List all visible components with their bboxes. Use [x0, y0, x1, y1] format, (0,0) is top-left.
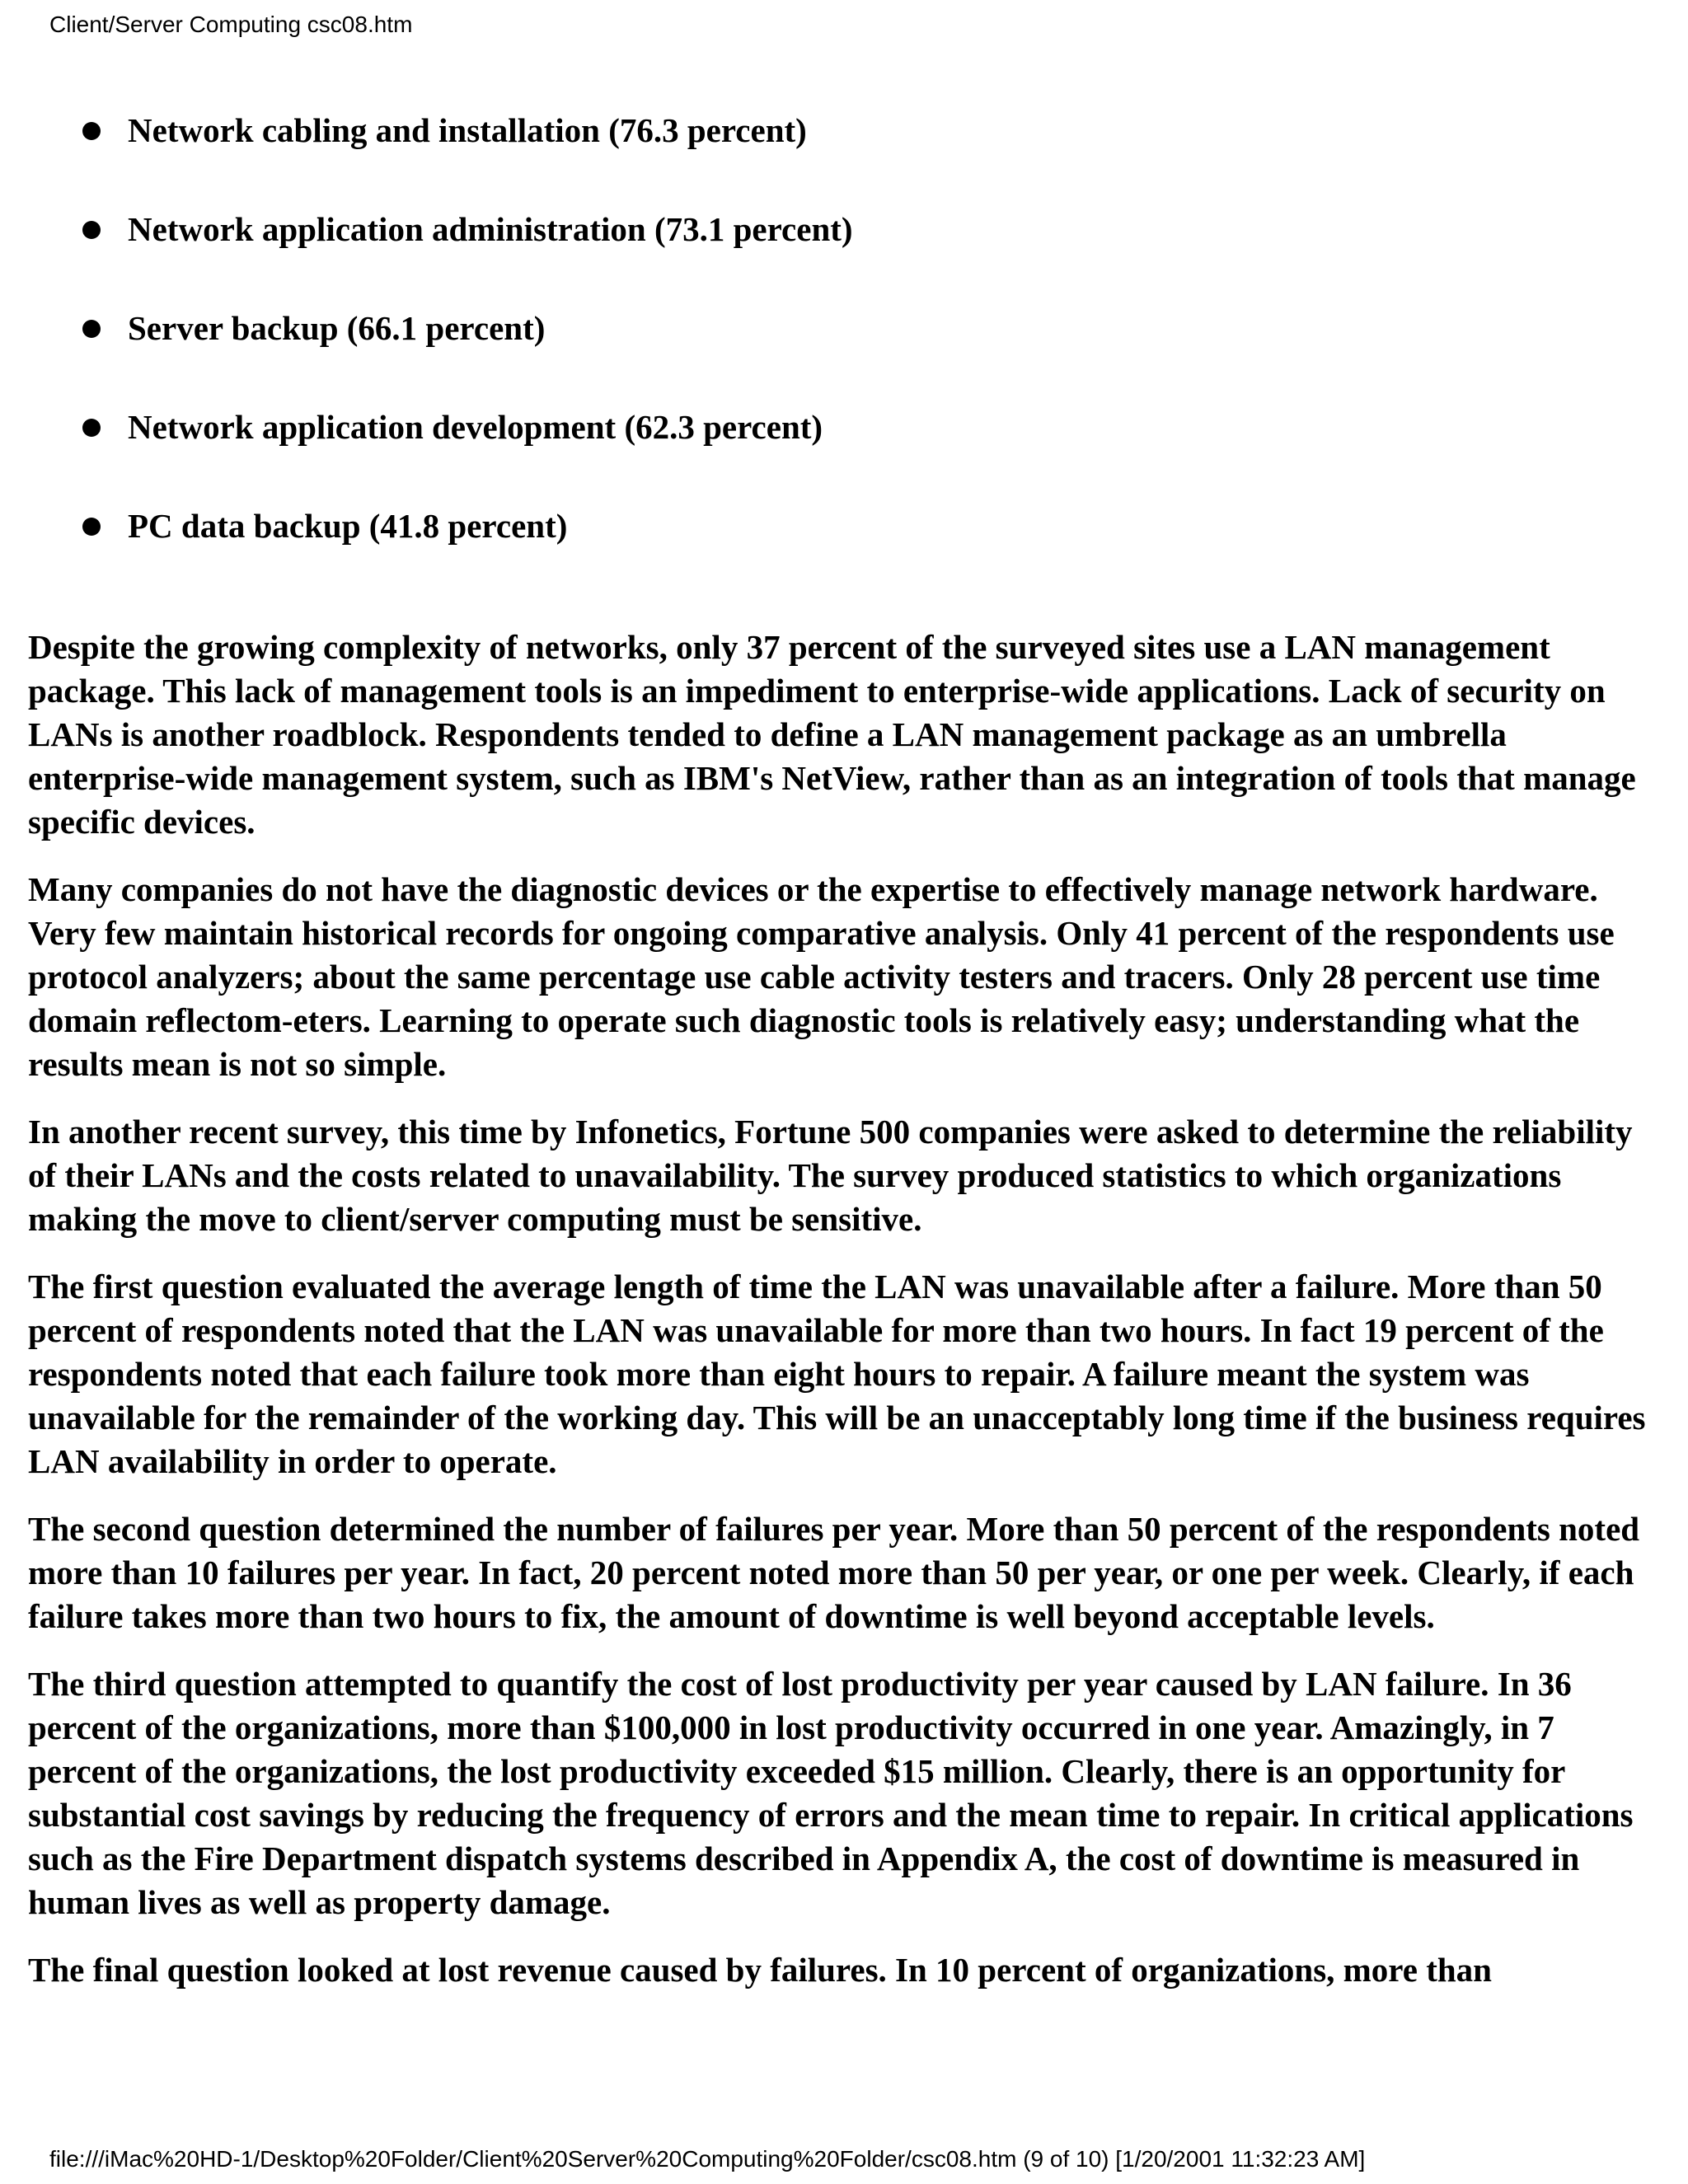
list-item: [82, 405, 853, 448]
bullet-icon: [82, 122, 101, 140]
paragraph-lan-management: Despite the growing complexity of networks, only 37 percent of the surveyed sites use a LAN management package. This lack of management tools is an impediment to enterprise-wide applications. Lack of security on LANs is another roadblock. Respondents tended to define a LAN management package as an umbrella enterprise-wide management system, such as IBM's NetView, rather than as an integration of tools that manage specific devices.: [28, 628, 1636, 841]
list-item-text: Network cabling and installation (76.3 percent): [128, 111, 807, 149]
paragraph-diagnostic-devices: Many companies do not have the diagnostic devices or the expertise to effectively manage network hardware. Very few maintain historical records for ongoing comparative analysis. Only 41 percent of the respondents use protocol analyzers; about the same percentage use cable activity testers and tracers. Only 28 percent use time domain reflectom-eters. Learning to operate such diagnostic tools is relatively easy; understanding what the results mean is not so simple.: [28, 870, 1615, 1083]
bullet-icon: [82, 518, 101, 536]
list-item: [82, 504, 853, 547]
bullet-icon: [82, 320, 101, 338]
page-header: Client/Server Computing csc08.htm: [49, 12, 413, 37]
list-item-text: Network application development (62.3 percent): [128, 408, 823, 446]
list-item-text: PC data backup (41.8 percent): [128, 507, 568, 545]
list-item: [82, 307, 853, 349]
paragraph-final-question: The final question looked at lost revenue caused by failures. In 10 percent of organizations, more than: [28, 1951, 1492, 1989]
paragraph-infonetics-survey: In another recent survey, this time by Infonetics, Fortune 500 companies were asked to determine the reliability of their LANs and the costs related to unavailability. The survey produced statistics to which organizations making the move to client/server computing must be sensitive.: [28, 1113, 1633, 1238]
paragraph-third-question: The third question attempted to quantify the cost of lost productivity per year caused by LAN failure. In 36 percent of the organizations, more than $100,000 in lost productivity occurred in one year. Amazingly, in 7 percent of the organizations, the lost productivity exceeded $15 million. Clearly, there is an opportunity for substantial cost savings by reducing the frequency of errors and the mean time to repair. In critical applications such as the Fire Department dispatch systems described in Appendix A, the cost of downtime is measured in human lives as well as property damage.: [28, 1665, 1634, 1921]
paragraph-first-question: The first question evaluated the average length of time the LAN was unavailable after a failure. More than 50 percent of respondents noted that the LAN was unavailable for more than two hours. In fact 19 percent of the respondents noted that each failure took more than eight hours to repair. A failure meant the system was unavailable for the remainder of the working day. This will be an unacceptably long time if the business requires LAN availability in order to operate.: [28, 1268, 1646, 1480]
body-text: [28, 626, 1668, 2016]
list-item: [82, 109, 853, 152]
list-item-text: Network application administration (73.1 percent): [128, 210, 853, 248]
paragraph-second-question: The second question determined the number of failures per year. More than 50 percent of the respondents noted more than 10 failures per year. In fact, 20 percent noted more than 50 per year, or one per week. Clearly, if each failure takes more than two hours to fix, the amount of downtime is well beyond acceptable levels.: [28, 1510, 1640, 1635]
bullet-icon: [82, 221, 101, 239]
list-item: [82, 208, 853, 251]
page-footer: file:///iMac%20HD-1/Desktop%20Folder/Client%20Server%20Computing%20Folder/csc08.htm (9 of 10) [1/20/2001 11:32:23 AM]: [49, 2146, 1366, 2172]
bullet-icon: [82, 419, 101, 437]
bullet-list: [82, 109, 853, 547]
list-item-text: Server backup (66.1 percent): [128, 309, 546, 347]
